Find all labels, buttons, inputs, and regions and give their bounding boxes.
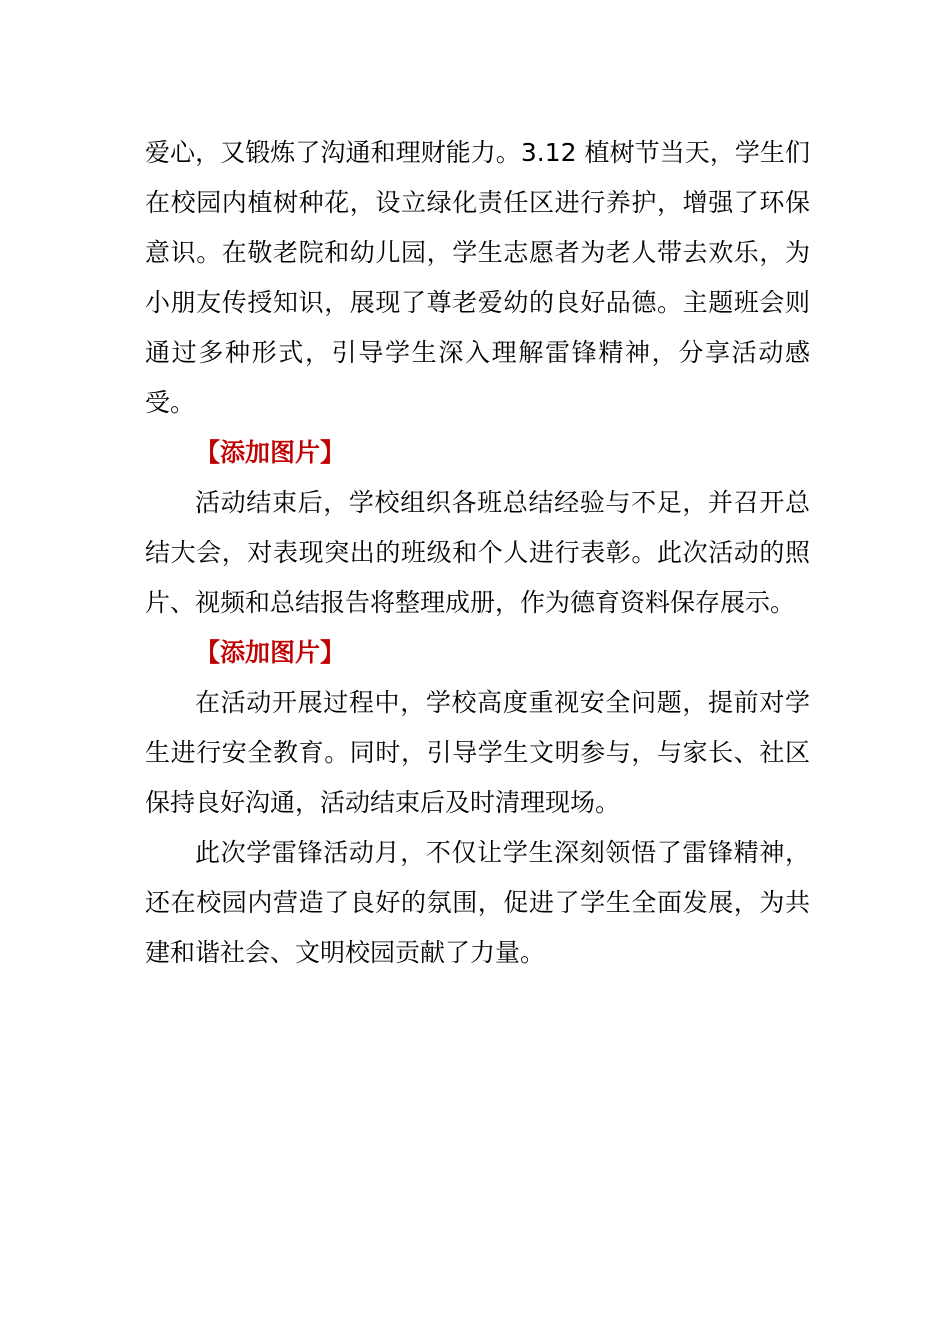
body-paragraph-3: 在活动开展过程中，学校高度重视安全问题，提前对学生进行安全教育。同时，引导学生文明参与，与家长、社区保持良好沟通，活动结束后及时清理现场。 <box>145 688 810 817</box>
add-image-placeholder-1: 【添加图片】 <box>195 438 346 467</box>
body-paragraph-1: 爱心，又锻炼了沟通和理财能力。3.12 植树节当天，学生们在校园内植树种花，设立绿化责任区进行养护，增强了环保意识。在敬老院和幼儿园，学生志愿者为老人带去欢乐，为小朋友传授知识，展现了尊老爱幼的良好品德。主题班会则通过多种形式，引导学生深入理解雷锋精神，分享活动感受。 <box>145 138 810 417</box>
body-paragraph-4: 此次学雷锋活动月，不仅让学生深刻领悟了雷锋精神，还在校园内营造了良好的氛围，促进了学生全面发展，为共建和谐社会、文明校园贡献了力量。 <box>145 838 810 967</box>
add-image-placeholder-2: 【添加图片】 <box>195 638 346 667</box>
body-paragraph-2: 活动结束后，学校组织各班总结经验与不足，并召开总结大会，对表现突出的班级和个人进行表彰。此次活动的照片、视频和总结报告将整理成册，作为德育资料保存展示。 <box>145 488 810 617</box>
document-body <box>145 128 810 978</box>
